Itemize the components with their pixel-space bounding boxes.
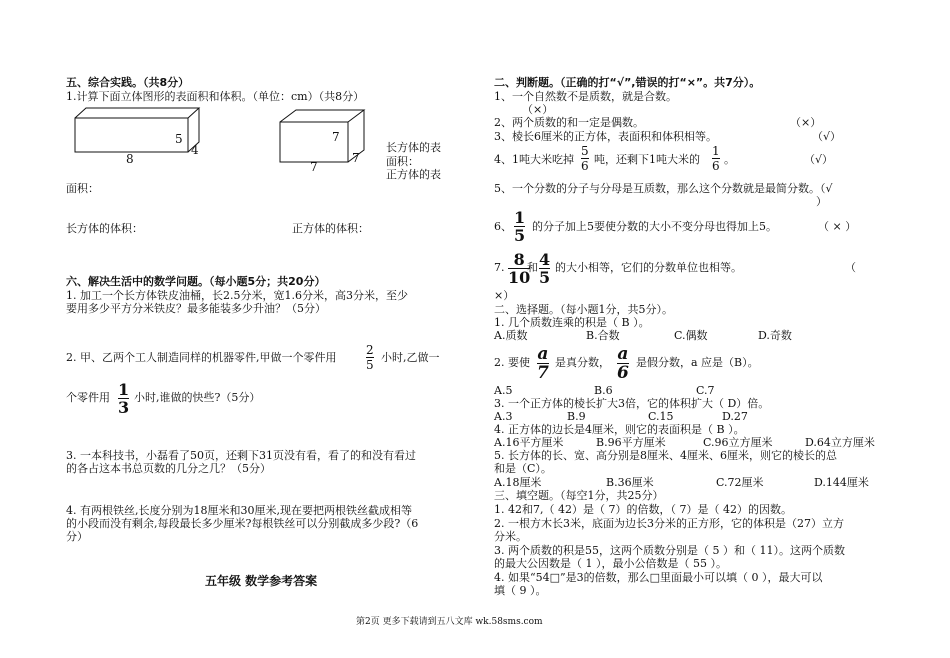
choice-3: 3. 一个正方体的棱长扩大3倍，它的体积扩大（ D）倍。 [494,397,770,410]
choice-section-title: 二、选择题。（每小题1分，共5分）。 [494,303,673,316]
problem-2-line-2-cont: 小时,谁做的快些?（5分） [134,391,261,404]
cuboid-length-label: 8 [126,152,134,166]
judge-4-fraction-a [581,145,589,172]
choice-3-option-d: D.27 [722,410,748,423]
problem-2-line-1: 2. 甲、乙两个工人制造同样的机器零件,甲做一个零件用 [66,351,337,364]
section-6-title: 六、解决生活中的数学问题。（每小题5分；共20分） [66,275,326,288]
problem-4-line-1: 4. 有两根铁丝,长度分别为18厘米和30厘米,现在要把两根铁丝截成相等 [66,504,412,517]
problem-3-line-1: 3. 一本科技书，小磊看了50页，还剩下31页没有看，看了的和没有看过 [66,449,416,462]
judge-4-answer: （√） [804,153,834,166]
cube-depth-label: 7 [352,151,360,165]
judge-6-prefix: 6、 [494,220,512,233]
cuboid-figure [70,106,210,162]
judge-4-part-1: 4、1吨大米吃掉 [494,153,574,166]
judge-6-fraction [514,210,525,243]
problem-3-line-2: 的各占这本书总页数的几分之几？（5分） [66,462,271,475]
judge-5: 5、一个分数的分子与分母是互质数，那么这个分数就是最简分数。（√ [494,182,833,195]
judge-7: 的大小相等，它们的分数单位也相等。 [555,261,742,274]
cube-height-label: 7 [332,130,340,144]
judge-4-fraction-b [712,145,720,172]
choice-2-fraction-b [617,346,629,381]
judge-5-answer: ） [816,195,827,208]
choice-2-option-a: A.5 [494,384,513,397]
choice-2-part-1: 2. 要使 [494,356,530,369]
choice-5-option-c: C.72厘米 [716,476,764,489]
fill-1: 1. 42和7,（ 42）是（ 7）的倍数，（ 7）是（ 42）的因数。 [494,503,792,516]
choice-1-option-b: B.合数 [586,329,620,342]
problem-1-line-2: 要用多少平方分米铁皮？最多能装多少升油？（5分） [66,302,326,315]
judge-7-and: 和 [527,261,538,274]
fill-2-line-2: 分米。 [494,530,527,543]
choice-5-option-d: D.144厘米 [814,476,869,489]
numerator: a [537,344,549,364]
cuboid-width-label: 4 [191,143,199,157]
problem-1-line-1: 1. 加工一个长方体铁皮油桶，长2.5分米，宽1.6分米，高3分米，至少 [66,289,408,302]
choice-4-option-b: B.96平方厘米 [596,436,666,449]
page-footer: 第2页 更多下载请到五八文库 wk.58sms.com [356,617,543,627]
denominator: 6 [712,159,720,173]
numerator: 5 [581,144,589,158]
choice-5-option-a: A.18厘米 [494,476,542,489]
denominator: 10 [508,268,531,287]
judge-3-answer: （√） [812,130,842,143]
fill-2-line-1: 2. 一根方木长3米，底面为边长3分米的正方形，它的体积是（27）立方 [494,517,844,530]
denominator: 5 [539,268,551,287]
judge-7-answer: ×） [494,289,515,302]
judge-4-part-2: 吨，还剩下1吨大米的 [594,153,700,166]
judge-2-answer: （×） [790,116,822,129]
judge-7-fraction-b [539,252,550,285]
fill-section-title: 三、填空题。（每空1分，共25分） [494,489,664,502]
choice-1-option-d: D.奇数 [758,329,792,342]
cuboid-height-label: 5 [175,132,183,146]
fill-4-line-1: 4. 如果“54□”是3的倍数，那么□里面最小可以填（ 0 ），最大可以 [494,571,823,584]
choice-5-option-b: B.36厘米 [606,476,654,489]
denominator: 6 [581,159,589,173]
judge-section-title: 二、判断题。（正确的打“√”,错误的打“×”。共7分）。 [494,76,761,89]
cube-surface-label: 正方体的表 [386,168,441,181]
judge-6: 的分子加上5要使分数的大小不变分母也得加上5。 [532,220,777,233]
judge-7-prefix: 7. [494,261,505,274]
problem-2-line-1-cont: 小时,乙做一 [381,351,440,364]
denominator: 5 [514,226,526,245]
problem-4-line-3: 分） [66,530,88,543]
denominator: 5 [366,358,374,372]
choice-3-option-a: A.3 [494,410,513,423]
judge-2: 2、两个质数的和一定是偶数。 [494,116,644,129]
numerator: 8 [513,250,525,269]
fill-4-line-2: 填（ 9 ）。 [494,584,547,597]
choice-4-option-d: D.64立方厘米 [805,436,875,449]
denominator: 7 [537,363,549,383]
denominator: 6 [617,363,629,383]
judge-1-answer: （×） [522,103,554,116]
judge-4-part-3: 。 [724,153,735,166]
judge-1: 1、一个自然数不是质数，就是合数。 [494,90,677,103]
s5-question-1: 1.计算下面立体图形的表面积和体积。（单位：cm）（共8分） [66,90,365,103]
judge-3: 3、棱长6厘米的正方体，表面积和体积相等。 [494,130,717,143]
choice-2-option-b: B.6 [594,384,613,397]
cube-volume-label: 正方体的体积： [292,222,369,235]
problem-2-line-2: 个零件用 [66,391,110,404]
choice-3-option-b: B.9 [567,410,586,423]
choice-4: 4. 正方体的边长是4厘米，则它的表面积是（ B ）。 [494,423,745,436]
numerator: a [617,344,629,364]
cube-length-label: 7 [310,160,318,174]
choice-5-line-2: 和是（C）。 [494,462,552,475]
judge-7-answer-open: （ [845,261,856,274]
choice-1-option-c: C.偶数 [674,329,708,342]
problem-2-fraction-b [118,382,129,415]
choice-1-option-a: A.质数 [494,329,528,342]
fill-3-line-2: 的最大公因数是（ 1 ），最小公倍数是（ 55 ）。 [494,557,727,570]
cuboid-volume-label: 长方体的体积： [66,222,143,235]
fill-3-line-1: 3. 两个质数的积是55，这两个质数分别是（ 5 ）和（ 11）。这两个质数 [494,544,845,557]
choice-2-fraction-a [537,346,549,381]
choice-4-option-c: C.96立方厘米 [703,436,773,449]
numerator: 1 [514,208,526,227]
judge-6-answer: （ × ） [818,220,857,233]
choice-1: 1. 几个质数连乘的积是（ B ）。 [494,316,650,329]
problem-2-fraction-a [366,344,374,371]
cuboid-surface-label: 长方体的表 [386,141,441,154]
numerator: 2 [366,343,374,357]
denominator: 3 [118,398,130,417]
choice-2-part-2: 是真分数， [555,356,610,369]
choice-2-part-3: 是假分数，a 应是（B）。 [636,356,759,369]
answer-key-title: 五年级 数学参考答案 [205,574,318,588]
choice-3-option-c: C.15 [648,410,674,423]
problem-4-line-2: 的小段而没有剩余,每段最长多少厘米?每根铁丝可以分别截成多少段?（6 [66,517,419,530]
numerator: 1 [712,144,720,158]
cuboid-surface-label-cont: 面积： [386,155,419,168]
choice-2-option-c: C.7 [696,384,715,397]
numerator: 4 [539,250,551,269]
choice-5-line-1: 5. 长方体的长、宽、高分别是8厘米、4厘米、6厘米，则它的棱长的总 [494,449,837,462]
numerator: 1 [118,380,130,399]
cube-surface-label-cont: 面积： [66,182,99,195]
section-5-title: 五、综合实践。（共8分） [66,76,190,89]
choice-4-option-a: A.16平方厘米 [494,436,564,449]
